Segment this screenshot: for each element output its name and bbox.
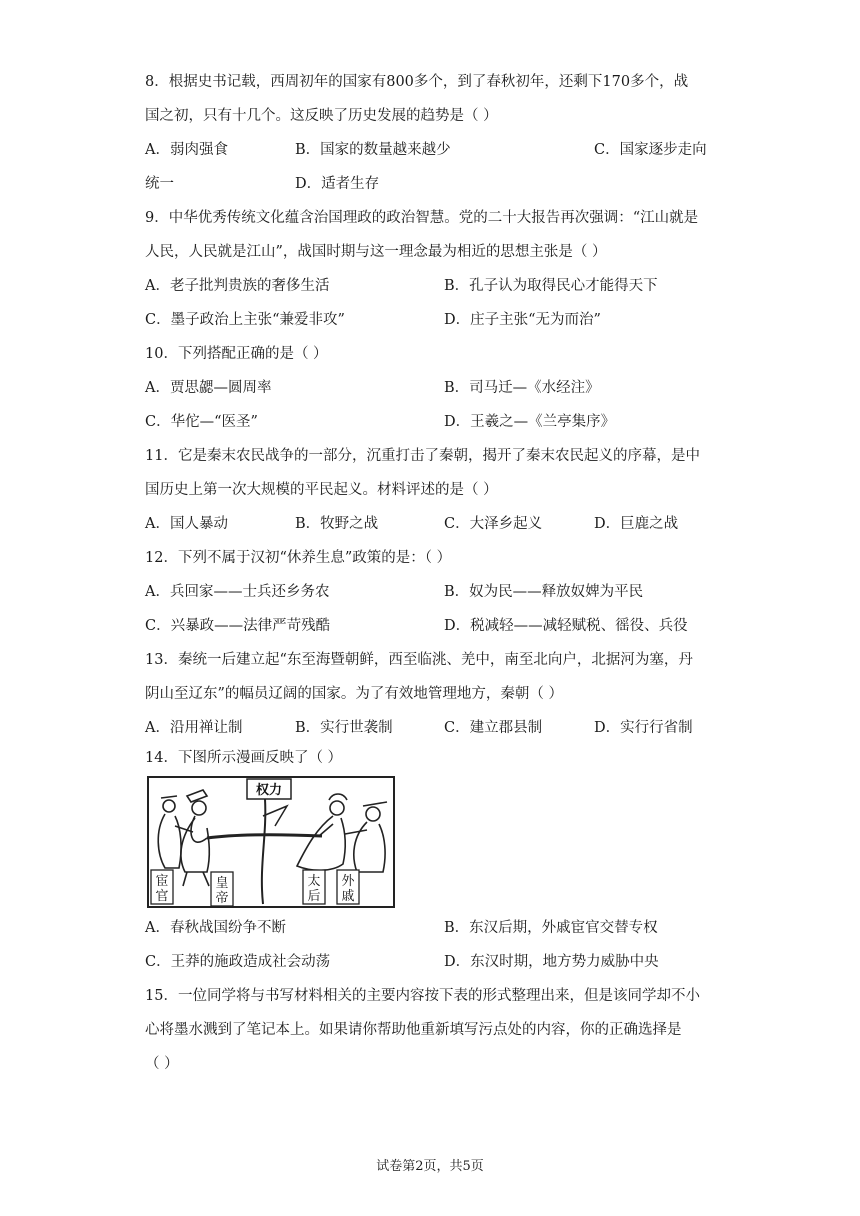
q10-option-b: B．司马迁—《水经注》 bbox=[444, 380, 600, 396]
q8-option-d: D．适者生存 bbox=[295, 176, 380, 192]
q9-option-d: D．庄子主张“无为而治” bbox=[444, 312, 601, 328]
q9-option-a: A．老子批判贵族的奢侈生活 bbox=[145, 278, 330, 294]
q11-stem-line-1: 11．它是秦末农民战争的一部分，沉重打击了秦朝，揭开了秦末农民起义的序幕，是中 bbox=[145, 448, 700, 464]
q13-option-c: C．建立郡县制 bbox=[444, 720, 543, 736]
q8-option-c: C．国家逐步走向 bbox=[594, 142, 707, 158]
q11-option-b: B．牧野之战 bbox=[295, 516, 379, 532]
q11-option-c: C．大泽乡起义 bbox=[444, 516, 543, 532]
q8-option-b: B．国家的数量越来越少 bbox=[295, 142, 451, 158]
power-struggle-cartoon bbox=[147, 776, 395, 908]
eunuch-label-2: 官 bbox=[155, 889, 169, 904]
q11-stem-line-2: 国历史上第一次大规模的平民起义。材料评述的是（ ） bbox=[145, 482, 498, 498]
q11-option-a: A．国人暴动 bbox=[145, 516, 228, 532]
dowager-label-1: 太 bbox=[307, 874, 321, 889]
consort-label-1: 外 bbox=[341, 874, 355, 889]
q15-stem-line-3: （ ） bbox=[145, 1056, 179, 1072]
q12-option-c: C．兴暴政——法律严苛残酷 bbox=[145, 618, 331, 634]
q10-stem: 10．下列搭配正确的是（ ） bbox=[145, 346, 328, 362]
q14-option-a: A．春秋战国纷争不断 bbox=[145, 920, 286, 936]
q11-option-d: D．巨鹿之战 bbox=[594, 516, 679, 532]
emperor-label-2: 帝 bbox=[215, 891, 229, 906]
q8-option-c-cont: 统一 bbox=[145, 176, 174, 192]
q14-option-c: C．王莽的施政造成社会动荡 bbox=[145, 954, 331, 970]
q9-stem-line-2: 人民，人民就是江山”，战国时期与这一理念最为相近的思想主张是（ ） bbox=[145, 244, 607, 260]
q13-stem-line-1: 13．秦统一后建立起“东至海暨朝鲜，西至临洮、羌中，南至北向户，北据河为塞，丹 bbox=[145, 652, 693, 668]
q10-option-d: D．王羲之—《兰亭集序》 bbox=[444, 414, 616, 430]
q12-option-a: A．兵回家——士兵还乡务农 bbox=[145, 584, 330, 600]
emperor-label-1: 皇 bbox=[215, 876, 229, 891]
q9-stem-line-1: 9．中华优秀传统文化蕴含治国理政的政治智慧。党的二十大报告再次强调：“江山就是 bbox=[145, 210, 699, 226]
q14-option-b: B．东汉后期，外戚宦官交替专权 bbox=[444, 920, 658, 936]
q12-option-d: D．税减轻——减轻赋税、徭役、兵役 bbox=[444, 618, 688, 634]
q12-stem: 12．下列不属于汉初“休养生息”政策的是：（ ） bbox=[145, 550, 452, 566]
q13-option-b: B．实行世袭制 bbox=[295, 720, 393, 736]
q8-option-a: A．弱肉强食 bbox=[145, 142, 228, 158]
q13-stem-line-2: 阴山至辽东”的幅员辽阔的国家。为了有效地管理地方，秦朝（ ） bbox=[145, 686, 564, 702]
q9-option-c: C．墨子政治上主张“兼爱非攻” bbox=[145, 312, 345, 328]
q12-option-b: B．奴为民——释放奴婢为平民 bbox=[444, 584, 644, 600]
consort-label-2: 戚 bbox=[341, 889, 355, 904]
q13-option-a: A．沿用禅让制 bbox=[145, 720, 243, 736]
q10-option-a: A．贾思勰—圆周率 bbox=[145, 380, 272, 396]
page-footer: 试卷第2页，共5页 bbox=[376, 1159, 484, 1174]
q14-stem: 14．下图所示漫画反映了（ ） bbox=[145, 750, 343, 766]
q13-option-d: D．实行行省制 bbox=[594, 720, 693, 736]
q15-stem-line-2: 心将墨水溅到了笔记本上。如果请你帮助他重新填写污点处的内容，你的正确选择是 bbox=[145, 1022, 682, 1038]
q9-option-b: B．孔子认为取得民心才能得天下 bbox=[444, 278, 658, 294]
eunuch-label-1: 宦 bbox=[155, 874, 169, 889]
q8-stem-line-1: 8．根据史书记载，西周初年的国家有800多个，到了春秋初年，还剩下170多个，战 bbox=[145, 74, 689, 90]
q14-option-d: D．东汉时期，地方势力威胁中央 bbox=[444, 954, 659, 970]
q8-stem-line-2: 国之初，只有十几个。这反映了历史发展的趋势是（ ） bbox=[145, 108, 498, 124]
q10-option-c: C．华佗—“医圣” bbox=[145, 414, 258, 430]
dowager-label-2: 后 bbox=[307, 889, 321, 904]
q15-stem-line-1: 15．一位同学将与书写材料相关的主要内容按下表的形式整理出来，但是该同学却不小 bbox=[145, 988, 700, 1004]
power-sign-label: 权力 bbox=[255, 783, 283, 798]
